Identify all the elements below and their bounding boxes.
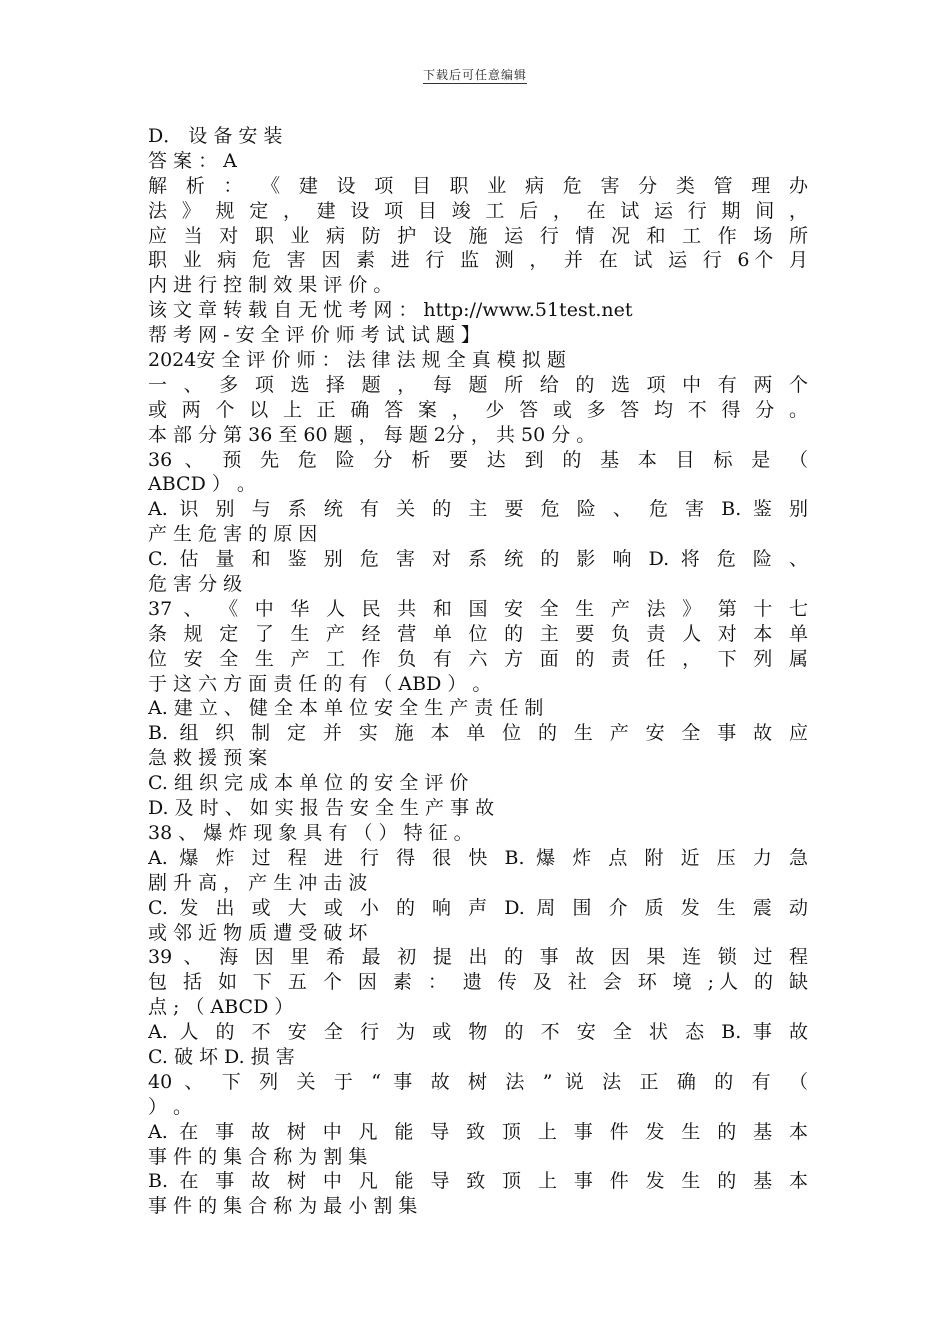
text-line: 包 括 如 下 五 个 因 素 ： 遗 传 及 社 会 环 境 ;人 的 缺	[148, 971, 808, 994]
question-line: 40 、 下 列 关 于 “ 事 故 树 法 ” 说 法 正 确 的 有 （	[148, 1070, 808, 1093]
option-line: A. 在 事 故 树 中 凡 能 导 致 顶 上 事 件 发 生 的 基 本	[148, 1120, 808, 1143]
text-line: 内 进 行 控 制 效 果 评 价 。	[148, 274, 393, 297]
option-line: D. 及 时 、 如 实 报 告 安 全 生 产 事 故	[148, 797, 495, 820]
option-line: C. 估 量 和 鉴 别 危 害 对 系 统 的 影 响 D. 将 危 险 、	[148, 548, 808, 571]
option-line: A. 识 别 与 系 统 有 关 的 主 要 危 险 、 危 害 B. 鉴 别	[148, 498, 808, 521]
option-line: C. 组 织 完 成 本 单 位 的 安 全 评 价	[148, 772, 469, 795]
text-line: ABCD ） 。	[148, 473, 256, 496]
option-line: C. 破 坏 D. 损 害	[148, 1045, 295, 1068]
question-line: 39 、 海 因 里 希 最 初 提 出 的 事 故 因 果 连 锁 过 程	[148, 946, 808, 969]
question-line: 37 、 《 中 华 人 民 共 和 国 安 全 生 产 法 》 第 十 七	[148, 597, 808, 620]
section-title: 2024安 全 评 价 师 ： 法 律 法 规 全 真 模 拟 题	[148, 349, 566, 372]
option-line: A. 人 的 不 安 全 行 为 或 物 的 不 安 全 状 态 B. 事 故	[148, 1021, 808, 1044]
text-line: 法 》 规 定 ， 建 设 项 目 竣 工 后 ， 在 试 运 行 期 间 ，	[148, 199, 808, 222]
text-line: 事 件 的 集 合 称 为 割 集	[148, 1145, 368, 1168]
text-line: 职 业 病 危 害 因 素 进 行 监 测 ， 并 在 试 运 行 6个 月	[148, 249, 808, 272]
header-note-text: 下载后可任意编辑	[422, 68, 527, 82]
option-line: B. 在 事 故 树 中 凡 能 导 致 顶 上 事 件 发 生 的 基 本	[148, 1170, 808, 1193]
text-line: ） 。	[148, 1095, 193, 1118]
source-url-line: 该 文 章 转 载 自 无 忧 考 网 ： http://www.51test.net	[148, 299, 633, 322]
text-line: 危 害 分 级	[148, 573, 243, 596]
text-line: 急 救 援 预 案	[148, 747, 268, 770]
text-line: 于 这 六 方 面 责 任 的 有 （ ABD ） 。	[148, 672, 492, 695]
option-line: A. 爆 炸 过 程 进 行 得 很 快 B. 爆 炸 点 附 近 压 力 急	[148, 846, 808, 869]
text-line: 应 当 对 职 业 病 防 护 设 施 运 行 情 况 和 工 作 场 所	[148, 224, 808, 247]
text-line: 一 、 多 项 选 择 题 ， 每 题 所 给 的 选 项 中 有 两 个	[148, 373, 808, 396]
text-line: 答 案 ： A	[148, 149, 237, 172]
text-line: 事 件 的 集 合 称 为 最 小 割 集	[148, 1195, 418, 1218]
document-body	[148, 124, 808, 1219]
text-line: 帮 考 网 - 安 全 评 价 师 考 试 试 题 】	[148, 324, 480, 347]
question-line: 36 、 预 先 危 险 分 析 要 达 到 的 基 本 目 标 是 （	[148, 448, 808, 471]
text-line: 或 两 个 以 上 正 确 答 案 ， 少 答 或 多 答 均 不 得 分 。	[148, 398, 808, 421]
text-line: 点 ; （ ABCD ）	[148, 996, 294, 1019]
option-line: C. 发 出 或 大 或 小 的 响 声 D. 周 围 介 质 发 生 震 动	[148, 896, 808, 919]
question-line: 38 、 爆 炸 现 象 具 有 （ ） 特 征 。	[148, 821, 473, 844]
text-line: 剧 升 高 ， 产 生 冲 击 波	[148, 871, 368, 894]
text-line: 或 邻 近 物 质 遭 受 破 坏	[148, 921, 368, 944]
text-line: 解 析 ： 《 建 设 项 目 职 业 病 危 害 分 类 管 理 办	[148, 174, 808, 197]
text-line: 本 部 分 第 36 至 60 题 ， 每 题 2分 ， 共 50 分 。	[148, 423, 596, 446]
text-line: D． 设 备 安 装	[148, 125, 283, 147]
text-line: 条 规 定 了 生 产 经 营 单 位 的 主 要 负 责 人 对 本 单	[148, 622, 808, 645]
option-line: B. 组 织 制 定 并 实 施 本 单 位 的 生 产 安 全 事 故 应	[148, 722, 808, 745]
text-line: 位 安 全 生 产 工 作 负 有 六 方 面 的 责 任 ， 下 列 属	[148, 647, 808, 670]
header-note	[0, 66, 950, 83]
option-line: A. 建 立 、 健 全 本 单 位 安 全 生 产 责 任 制	[148, 697, 544, 720]
text-line: 产 生 危 害 的 原 因	[148, 523, 318, 546]
